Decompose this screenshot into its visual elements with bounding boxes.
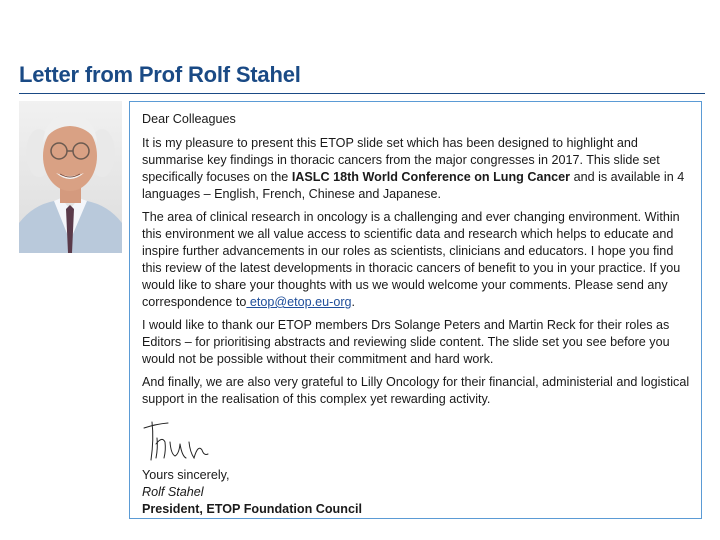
closing-line: Yours sincerely, [142,468,230,482]
signer-role: President, ETOP Foundation Council [142,502,362,516]
title-divider [19,93,705,94]
conference-name: IASLC 18th World Conference on Lung Cancer [291,170,571,184]
page-title: Letter from Prof Rolf Stahel [19,62,301,87]
signer-name: Rolf Stahel [142,485,204,499]
sign-off [142,467,695,518]
handwritten-signature [142,414,218,466]
paragraph-thanks: I would like to thank our ETOP members Drs Solange Peters and Martin Reck for their roles as Editors – for prioritising abstracts and reviewing slide content. The slide set you see before you would not be possible without their commitment and hard work. [142,318,670,366]
greeting: Dear Colleagues [142,112,236,126]
letter-body [129,101,702,519]
email-link[interactable]: etop@etop.eu-org [246,295,352,309]
paragraph-research: The area of clinical research in oncology is a challenging and ever changing environment. Within this environment we all value access to scientific data and research which helps to educate and inspire further advancements in our roles as scientists, clinicians and educators. I hope you find this review of the latest developments in thoracic cancers of benefit to you in your practice. If you would like to share your thoughts with us we would welcome your comments. Please send any correspondence to etop@etop.eu-org. [142,210,681,309]
portrait-photo [19,101,122,253]
paragraph-support: And finally, we are also very grateful to Lilly Oncology for their financial, administerial and logistical support in the realisation of this complex yet rewarding activity. [142,375,690,406]
paragraph-intro: It is my pleasure to present this ETOP slide set which has been designed to highlight and summarise key findings in thoracic cancers from the major congresses in 2017. This slide set specifically focuses on the IASLC 18th World Conference on Lung Cancer and is available in 4 languages – English, French, Chinese and Japanese. [142,136,685,201]
